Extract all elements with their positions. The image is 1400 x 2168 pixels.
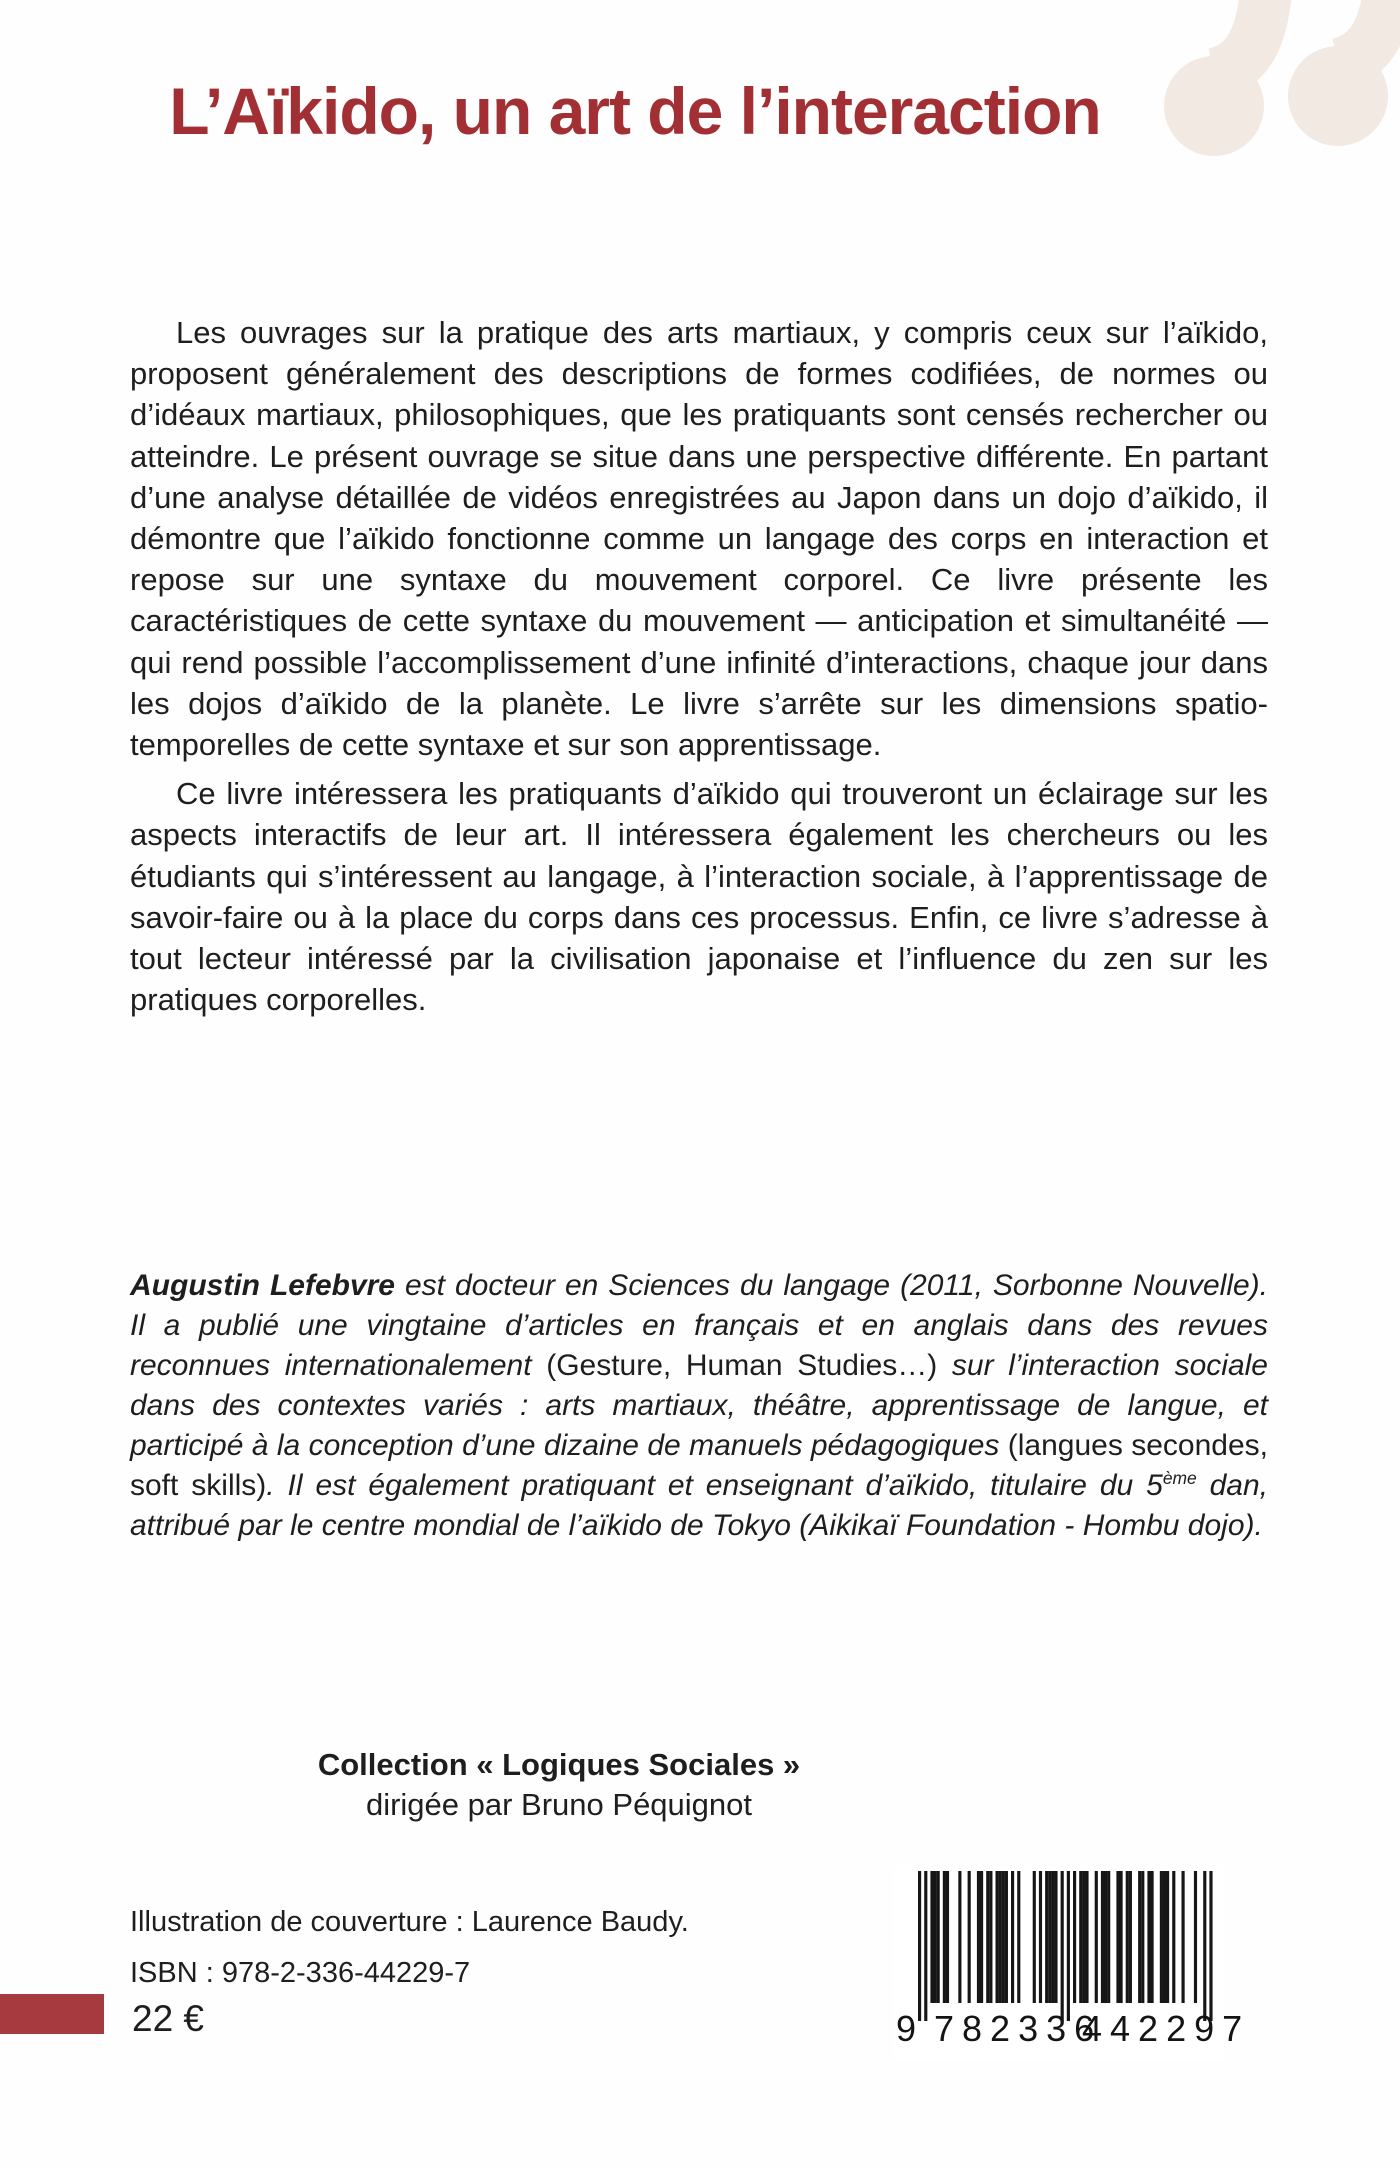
collection-director: dirigée par Bruno Péquignot xyxy=(365,1787,753,1822)
author-bio: Augustin Lefebvre est docteur en Sciences du langage (2011, Sorbonne Nouvelle). Il a publié une vingtaine d’articles en français et en anglais dans des revues reconnues internationalement (Gesture, Human Studies…) sur l’interaction sociale dans des contextes variés : arts martiaux, théâtre, apprentissage de langue, et participé à la conception d’une dizaine de manuels pédagogiques (langues secondes, soft skills). Il est également pratiquant et enseignant d’aïkido, titulaire du 5ème dan, attribué par le centre mondial de l’aïkido de Tokyo (Aikikaï Foundation - Hombu dojo). xyxy=(130,1269,1269,1542)
book-title: L’Aïkido, un art de l’interaction xyxy=(169,74,1101,148)
barcode-digits-right: 442297 xyxy=(1082,2008,1251,2049)
isbn-text: ISBN : 978-2-336-44229-7 xyxy=(130,1957,471,1989)
collection-name: Collection « Logiques Sociales » xyxy=(317,1747,801,1782)
barcode-bars xyxy=(918,1871,1214,2023)
barcode-lead-digit: 9 xyxy=(896,2008,917,2049)
back-cover-blurb xyxy=(130,312,1268,1020)
blurb-paragraph-2: Ce livre intéressera les pratiquants d’aïkido qui trouveront un éclairage sur les aspects interactifs de leur art. Il intéressera également les chercheurs ou les étudiants qui s’intéressent au langage, à l’interaction sociale, à l’apprentissage de savoir-faire ou à la place du corps dans ces processus. Enfin, ce livre s’adresse à tout lecteur intéressé par la civilisation japonaise et l’influence du zen sur les pratiques corporelles. xyxy=(130,776,1268,1018)
cover-illustration-credit: Illustration de couverture : Laurence Baudy. xyxy=(130,1906,689,1938)
blurb-paragraph-1: Les ouvrages sur la pratique des arts martiaux, y compris ceux sur l’aïkido, proposent généralement des descriptions de formes codifiées, de normes ou d’idéaux martiaux, philosophiques, que les pratiquants sont censés rechercher ou atteindre. Le présent ouvrage se situe dans une perspective différente. En partant d’une analyse détaillée de vidéos enregistrées au Japon dans un dojo d’aïkido, il démontre que l’aïkido fonctionne comme un langage des corps en interaction et repose sur une syntaxe du mouvement corporel. Ce livre présente les caractéristiques de cette syntaxe du mouvement — anticipation et simultanéité — qui rend possible l’accomplissement d’une infinité d’interactions, chaque jour dans les dojos d’aïkido de la planète. Le livre s’arrête sur les dimensions spatio-temporelles de cette syntaxe et sur son apprentissage. xyxy=(130,315,1268,763)
ean13-barcode xyxy=(894,1866,1251,2061)
barcode-digits-left: 782336 xyxy=(934,2008,1103,2049)
collection-block xyxy=(0,1745,1118,1825)
price-text: 22 € xyxy=(132,1998,205,2039)
price-accent-bar xyxy=(0,1994,104,2034)
